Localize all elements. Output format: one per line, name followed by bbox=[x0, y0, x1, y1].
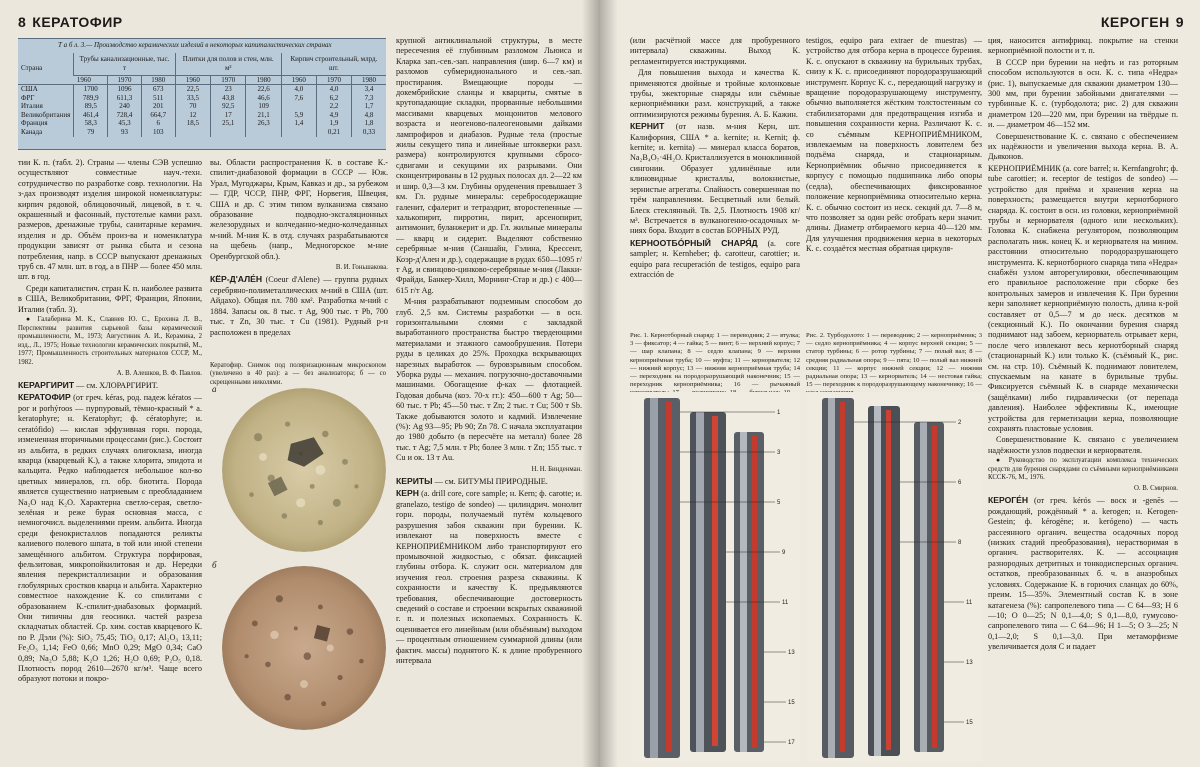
table-value-cell: 58,3 bbox=[74, 119, 108, 128]
table-year-row bbox=[18, 75, 386, 85]
table-value-cell: 45,3 bbox=[108, 119, 142, 128]
left-gutter-shadow bbox=[582, 0, 600, 767]
table-value-cell: 5,9 bbox=[281, 111, 316, 120]
table-year-header: 1970 bbox=[316, 75, 351, 85]
table-value-cell: 70 bbox=[175, 102, 210, 111]
svg-text:13: 13 bbox=[788, 650, 795, 656]
svg-text:1: 1 bbox=[777, 410, 781, 416]
right-running-title: КЕРОГЕН bbox=[1100, 14, 1170, 30]
paragraph: testigos, equipo para extraer de muestras) — устройство для отбора керна в процессе бурения. К. с. опускают в скважину на бурильных трубах, снизу к К. с. присоединяют породоразрушающий инструмент. Корпус К. с., передающий нагрузку и вращение породоразрушающему инструменту, обычно выполняется жёстким толстостенным со стабилизаторами для предотвращения изгиба и повышения сохранности керна. Различают К. с. со съёмным КЕРНОПРИЁМНИКОМ, извлекаемым на поверхность ловителем без подъёма снаряда, и стационарным. Керноприёмник обычно присоединяется к корпусу с помощью подшипника либо опоры (седла), обеспечивающих фиксированное положение керноприёмника относительно керна. К. с. обычно состоит из неск. секций дл. 7—8 м, что позволяет за один рейс отобрать керн значит. длины. Диаметр отбираемого керна 40—120 мм. Для улучшения продвижения керна в некоторых К. с. создаётся местная обратная циркуля- bbox=[806, 36, 982, 254]
paragraph: Среди капиталистич. стран К. п. наиболее развита в США, Великобритании, ФРГ, Франции, Японии, Италии (табл. 3). bbox=[18, 283, 202, 314]
table-country-cell: США bbox=[21, 85, 38, 94]
entry-kerity: КЕРИТЫ — см. БИТУМЫ ПРИРОДНЫЕ. bbox=[396, 476, 548, 487]
table-value-cell: 21,1 bbox=[246, 111, 281, 120]
table-year-header: 1970 bbox=[108, 75, 142, 85]
table-year-header: 1980 bbox=[141, 75, 175, 85]
left-page-number: 8 bbox=[18, 14, 27, 30]
table-value-cell: 79 bbox=[74, 128, 108, 137]
table-value-cell: 201 bbox=[141, 102, 175, 111]
table-row bbox=[18, 128, 386, 137]
references: ● Руководство по эксплуатации комплекса технических средств для бурения снарядами со съёмными керноприёмниками КССК-76, М., 1976. bbox=[988, 457, 1178, 482]
right-gutter-shadow bbox=[600, 0, 618, 767]
table-country-cell: Франция bbox=[21, 119, 48, 128]
entry-kern: КЕРН (а. drill core, core sample; н. Kern; ф. carotte; и. granelazo, testigo de sondeo) — цилиндрич. монолит горн. породы, получаемый путём кольцевого разрушения забоя скважин при бурении. К. извлекают на поверхность вместе с КЕРНОПРИЁМНИКОМ либо транспортируют его промывочной жидкостью, с обязат. фиксацией глубины отбора. К. служит осн. материалом для изучения геол. строения разреза скважины. К сохранности и качеству К. предъявляются требования, обеспечивающие достоверность сведений о составе и строении вскрытых скважиной г. п. и полезных ископаемых. Сохранность К. оценивается его линейным (или объёмным) выходом — процентным отношением суммарной длины (или фактич. массы) поднятого К. к длине пробуренного интервала bbox=[396, 488, 582, 665]
table-value-cell: 22,5 bbox=[175, 85, 210, 94]
table-row bbox=[18, 119, 386, 128]
table-value-cell bbox=[281, 102, 316, 111]
table-value-cell: 43,8 bbox=[211, 94, 246, 103]
table-value-cell: 46,6 bbox=[246, 94, 281, 103]
svg-text:3: 3 bbox=[777, 450, 781, 456]
table-row bbox=[18, 111, 386, 120]
table-header-country: Страна bbox=[18, 53, 74, 85]
table-value-cell: 611,3 bbox=[108, 94, 142, 103]
entry-kernit: КЕРНИТ (от назв. м-ния Керн, шт. Калифорния, США * а. kernite; н. Kernit; ф. kernite; и. kernita) — минерал класса боратов, Na₂B₄O₇·4H₂O. Кристаллизуется в моноклинной сингонии. Образует удлинённые или клиновидные кристаллы, волокнистые, зернистые агрегаты. Спайность совершенная по трём направлениям. Бесцветный или белый. Блеск стеклянный. Тв. 2,5. Плотность 1908 кг/м³. Встречается в вулканогенно-осадочных м-ниях бора. Входит в состав БОРНЫХ РУД. bbox=[630, 121, 800, 236]
table-value-cell: 92,5 bbox=[211, 102, 246, 111]
turbodrill-drawing bbox=[806, 392, 982, 762]
paragraph: вы. Области распространения К. в составе К.-спилит-диабазовой формации в СССР — Юж. Урал, Мугоджары, Крым, Кавказ и др., за рубежом — ГДР, ЧССР, ПНР, ФРГ, Норвегия, Швеция, США и др. С этим типом вулканизма связано образование подводно-эксгаляционных железорудных и колчеданно-медно-колчеданных м-ний. М-ния К. в отд. случаях разрабатываются на щебень (напр., Медногорское м-ние Оренбургской обл.). bbox=[210, 158, 388, 261]
left-column-2 bbox=[210, 158, 388, 358]
table-value-cell: 728,4 bbox=[108, 111, 142, 120]
table-value-cell: 1,4 bbox=[281, 119, 316, 128]
table-value-cell: 2,2 bbox=[316, 102, 351, 111]
table-value-cell: 240 bbox=[108, 102, 142, 111]
figure-2-turbodrill bbox=[806, 392, 982, 762]
right-page-number: 9 bbox=[1175, 14, 1184, 30]
table-value-cell: 4,0 bbox=[281, 85, 316, 94]
table-value-cell: 25,1 bbox=[211, 119, 246, 128]
table-value-cell: 26,3 bbox=[246, 119, 281, 128]
right-column-1 bbox=[630, 36, 800, 328]
figure-2-caption: Рис. 2. Турбодолото: 1 — переводник; 2 — керноприёмник; 3 — седло керноприёмника; 4 — корпус верхней секции; 5 — статор турбины; 6 — ротор турбины; 7 — полый вал; 8 — средняя радиальная опора; 9 — пята; 10 — полый вал нижней секции; 11 — корпус нижней секции; 12 — нижняя радиальная опора; 13 — кернорватель; 14 — нестовая гайка; 15 — переходник к породоразрушающему наконечнику; 16 — bbox=[806, 332, 982, 389]
table-caption: Т а б л. 3.— Производство керамических изделий в некоторых капиталистических странах bbox=[58, 41, 332, 49]
micrograph-b-image bbox=[222, 566, 386, 730]
right-column-2 bbox=[806, 36, 982, 328]
table-value-cell: 673 bbox=[141, 85, 175, 94]
references: ● Галаберина М. К., Славнев Ю. С., Ерохина Л. В., Перспективы развития сырьевой базы керамической промышленности, М., 1973; Августиник А. И., Керамика, 2 изд., Л., 1975; Новые технологии керамических покрытий, М., 1977; Промышленность строительных материалов СССР, М., 1982. bbox=[18, 316, 202, 367]
figure-label-a: а bbox=[212, 384, 217, 394]
entry-kerdalen: КЁР-Д'АЛЕ́Н (Coeur d'Alene) — группа рудных серебряно-полиметаллических м-ний в США (шт. Айдахо). Общая пл. 780 км². Разработка м-ний с 1884. Запасы ок. 8 тыс. т Ag, 900 тыс. т Pb, 700 тыс. т Zn, 30 тыс. т Cu (1981). Рудный р-н расположен в пределах bbox=[210, 274, 388, 337]
paragraph: тии К. п. (табл. 2). Страны — члены СЭВ успешно осуществляют совместные науч.-техн. сотрудничество по разработке совр. технологии. На з-дах производят изделия широкой номенклатуры: кирпич рядовой, облицовочный, лицевой, в т. ч. окрашенный и фасонный, пустотелые камни разл. размеров, дренажные трубы, санитарные керамич. изделия и др. Объём произ-ва и номенклатура продукции зависят от рынка сбыта и сезона потребления, напр. в СССР выпускают дренажных труб св. 47 млн. шт. в год, а в ПНР — более 450 млн. шт. в год. bbox=[18, 158, 202, 282]
figure-1-caption: Рис. 1. Кернотборный снаряд: 1 — переводник; 2 — втулка; 3 — фиксатор; 4 — гайка; 5 — винт; 6 — верхний корпус; 7 — шар клапана; 8 — седло клапана; 9 — верхняя керноприёмная труба; 10 — муфта; 11 — кернорвателя; 12 — нижний корпус; 13 — нижняя керноприёмная труба; 14 — переходник на породоразрушающий наконечник; 15 — переходник керноприёмника; 16 — рычажный bbox=[630, 332, 800, 389]
left-running-head bbox=[18, 14, 123, 30]
table-value-cell bbox=[281, 128, 316, 137]
svg-text:15: 15 bbox=[966, 720, 973, 726]
table-row bbox=[18, 85, 386, 94]
table-value-cell: 0,33 bbox=[352, 128, 386, 137]
table-value-cell: 12 bbox=[175, 111, 210, 120]
right-page bbox=[600, 0, 1200, 767]
table-value-cell bbox=[246, 128, 281, 137]
figure-1-core-sampler bbox=[630, 392, 800, 762]
paragraph: ция, наносится антифрикц. покрытие на стенки керноприёмной полости и т. п. bbox=[988, 36, 1178, 56]
table-year-header: 1960 bbox=[74, 75, 108, 85]
table-year-header: 1970 bbox=[211, 75, 246, 85]
table-country-cell: Великобритания bbox=[21, 110, 71, 119]
paragraph: В СССР при бурении на нефть и газ роторным способом используются в осн. К. с. типа «Недра» (рис. 1), выпускаемые для скважин диаметром 130—300 мм, при бурении забойными двигателями — турбинные К. с. (турбодолота; рис. 2) для скважин диаметром 120—220 мм, при бурении на твёрдые п. и. — диаметром 46—152 мм. bbox=[988, 57, 1178, 130]
right-column-3 bbox=[988, 36, 1178, 763]
table-value-cell: 103 bbox=[141, 128, 175, 137]
article-author: А. В. Алешков, В. Ф. Павлов. bbox=[116, 369, 202, 377]
paragraph: Совершенствование К. с. связано с обеспечением их надёжности и увеличения выхода керна. В. А. Дьяконов. bbox=[988, 131, 1178, 162]
left-running-title: КЕРАТОФИР bbox=[32, 14, 123, 30]
micrograph-b-drawing bbox=[222, 566, 386, 730]
entry-kerargirit: КЕРАРГИРИТ — см. ХЛОРАРГИРИТ. bbox=[18, 380, 158, 391]
svg-text:13: 13 bbox=[966, 660, 973, 666]
table-country-cell: Канада bbox=[21, 128, 43, 137]
svg-text:11: 11 bbox=[966, 600, 973, 606]
production-table bbox=[18, 38, 386, 150]
svg-text:11: 11 bbox=[782, 600, 789, 606]
left-column-3 bbox=[396, 36, 582, 763]
table-group-pipes: Трубы канализационные, тыс. т bbox=[74, 53, 175, 75]
paragraph: Для повышения выхода и качества К. применяются двойные и тройные колонковые трубы, эжекторные снаряды или съёмные керноприёмники разл. конструкций, а также оптимизируются режимы бурения. А. Б. Кажин. bbox=[630, 68, 800, 119]
table-value-cell bbox=[211, 128, 246, 137]
table-value-cell: 789,9 bbox=[74, 94, 108, 103]
table-row bbox=[18, 94, 386, 103]
svg-text:8: 8 bbox=[958, 540, 962, 546]
table-year-header: 1960 bbox=[281, 75, 316, 85]
table-row bbox=[18, 102, 386, 111]
table-value-cell: 3,4 bbox=[352, 85, 386, 94]
table-value-cell: 511 bbox=[141, 94, 175, 103]
entry-kerogen: КЕРОГЕ́Н (от греч. kérós — воск и -genēs — рождающий, рождённый * а. kerogen; н. Kerogen-Gestein; ф. kérogène; и. kerógeno) — часть рассеянного органич. вещества осадочных пород (низких стадий преобразования), нерастворимая в органич. растворителях. К. — ассоциация разнородных детритных и тонкодисперсных органич. остатков, преобразованных б. ч. в анаэробных условиях. Содержание К. в горючих сланцах до 60%, преим. 15—35%. Элементный состав К. в зоне катагенеза (%): сапропелевого типа — С 64—93; Н 6—10; О 0—25; N 0,1—4,0; S 0,1—8,0, гумусово-сапропелевого типа — С 64—96; Н 1—5; О 3—25; N 0,1—2,0; S 0,1—3,0. При метаморфизме увеличивается доля С и падает bbox=[988, 495, 1178, 652]
svg-text:9: 9 bbox=[782, 550, 786, 556]
table-value-cell: 1,8 bbox=[352, 119, 386, 128]
article-author: Н. Н. Бинденман. bbox=[531, 465, 582, 473]
table-group-bricks: Кирпич строительный, млрд. шт. bbox=[281, 53, 386, 75]
table-body bbox=[18, 85, 386, 137]
core-sampler-drawing bbox=[630, 392, 800, 762]
table-value-cell: 89,5 bbox=[74, 102, 108, 111]
table-value-cell: 1,7 bbox=[352, 102, 386, 111]
table-value-cell: 7,6 bbox=[281, 94, 316, 103]
table-value-cell: 664,7 bbox=[141, 111, 175, 120]
table-grid bbox=[18, 53, 386, 137]
svg-text:17: 17 bbox=[788, 740, 795, 746]
table-value-cell: 33,5 bbox=[175, 94, 210, 103]
table-year-header: 1960 bbox=[175, 75, 210, 85]
table-group-tiles: Плитки для полов и стен, млн. м² bbox=[175, 53, 281, 75]
paragraph: крупной антиклинальной структуры, в месте пересечения её глубинным разломом Льюиса и Кларка зап.-сев.-зап. направления (шир. 6—7 км) и разломов субмеридионального и сев.-зап. простирания. Вмещающие породы — докембрийские сланцы и кварциты, смятые в крутопадающие складки, прорванные небольшими массивами кварцевых монцонитов мелового возраста и неогеново-палеогеновыми дайками лампрофиров и диабазов. Рудные тела (простые жилы секущего типа и линейные штокверки разл. размера) контролируются крупными сбросо-сдвигами и секущими их разрывами. Они сконцентрированы в 12 рудных полосах дл. 2—22 км и шир. 0,3—3 км. Глубины оруденения превышает 3 км. Гл. рудные минералы: серебросодержащие галенит, сфалерит и тетраэдрит, второстепенные — халькопирит, пирротин, пирит, арсенопирит, антимонит, буланжерит и др. Гл. жильные минералы — кварц и сидерит. Выделяют собственно серебряные м-ния (Саншайн, Гэлина, Крессент, Коэр-д'Ален и др.), содержащие в рудах 650—1095 г/т Ag, и свинцово-цинково-серебряные м-ния (Лакки-Фрайди, Банкер-Хилл, Морнинг-Стар и др.) с 400—615 г/т Ag. bbox=[396, 36, 582, 295]
table-year-header: 1980 bbox=[352, 75, 386, 85]
entry-kernopriemnik: КЕРНОПРИЁМНИК (а. core barrel; н. Kernfangrohr; ф. tube carottier; и. receptor de testigos de sondeo) — устройство для приёма и хранения керна на поверхность; размещается внутри кернотборного снаряда. К. состоит в осн. из головки, керноприёмной трубы и кернорвателя (одного или нескольких). Головка К. снабжена регулятором, позволяющим располагать ниж. конец К. и кернорвателя на миним. расстоянии относительно породоразрушающего инструмента. К. кернотборного снаряда типа «Недра» снабжён узлом авторегулировки, обеспечивающим его правильное расположение при сборке без контрольных замеров и извлечения К. При бурении керн заполняет керноприёмную полость, длина к-рой составляет от 0,5—7 м до неск. десятков м (секционный К.). По окончании бурения снаряд поднимают над забоем, кернорватель отрывает керн, после чего извлекают весь кернотборный снаряд (стационарный К.) или только К. (съёмный К., рис. см. на стр. 10). Съёмный К. поднимают ловителем, спускаемым на канате в бурильные трубы. Фиксируется съёмный К. в снаряде механически (защёлками) либо гидравлически (от перепада давления). Наиболее эффективны К., имеющие устройства для герметизации керна, позволяющие сохранять пластовые условия. bbox=[988, 163, 1178, 434]
table-country-cell: Италия bbox=[21, 102, 43, 111]
micrograph-a-image bbox=[222, 388, 386, 552]
table-value-cell: 1096 bbox=[108, 85, 142, 94]
table-value-cell: 18,5 bbox=[175, 119, 210, 128]
table-value-cell: 4,0 bbox=[316, 85, 351, 94]
table-value-cell bbox=[175, 128, 210, 137]
table-value-cell: 6,2 bbox=[316, 94, 351, 103]
svg-text:5: 5 bbox=[777, 500, 781, 506]
paragraph: Совершенствование К. связано с увеличением надёжности узлов подвески и кернорвателя. bbox=[988, 435, 1178, 455]
table-value-cell: 109 bbox=[246, 102, 281, 111]
table-value-cell: 0,21 bbox=[316, 128, 351, 137]
article-author: О. В. Смирнов. bbox=[1133, 485, 1178, 493]
figure-label-b: б bbox=[212, 560, 217, 570]
table-value-cell: 1700 bbox=[74, 85, 108, 94]
table-value-cell: 4,8 bbox=[352, 111, 386, 120]
svg-text:2: 2 bbox=[958, 420, 962, 426]
table-value-cell: 4,9 bbox=[316, 111, 351, 120]
paragraph: М-ния разрабатывают подземным способом до глуб. 2,5 км. Системы разработки — в осн. горизонтальными слоями с закладкой выработанного пространства быстро твердеющими материалами и этажного самообрушения. Потери руды в целиках до 25%. Проходка вскрывающих нарезных выработок — буровзрывным способом. Уборка руды — механич. погрузочно-доставочными машинами. Обогащение ф-ках — флотацией. Годовая добыча (коэ. 70-х гг.): 450—600 т Ag; 50—60 тыс. т Pb; 45—50 тыс. т Zn; 2 тыс. т Cu; 500 т Sb. Также добываются золото и кадмий. Извлечение (%): Ag 93—95; Pb 90; Zn 78. С начала эксплуатации до 1980 добыто (в пересчёте на металл) более 28 тыс. т Ag; 7,5 млн. т Pb; более 3 млн. т Zn; 155 тыс. т Cu и ок. 13 т Au. bbox=[396, 297, 582, 463]
svg-text:6: 6 bbox=[958, 480, 962, 486]
left-column-1 bbox=[18, 158, 202, 763]
article-author: В. И. Гоньшакова. bbox=[335, 264, 388, 272]
table-value-cell: 22,6 bbox=[246, 85, 281, 94]
keratofir-figure-caption: Кератофир. Снимок под поляризационным микроскопом (увеличено в 40 раз): а — без анализатора; б — со скрещенными николями. bbox=[210, 362, 386, 386]
table-value-cell: 6 bbox=[141, 119, 175, 128]
table-value-cell: 461,4 bbox=[74, 111, 108, 120]
table-year-header: 1980 bbox=[246, 75, 281, 85]
table-value-cell: 17 bbox=[211, 111, 246, 120]
table-country-cell: ФРГ bbox=[21, 93, 35, 102]
table-value-cell: 23 bbox=[211, 85, 246, 94]
table-value-cell: 1,9 bbox=[316, 119, 351, 128]
svg-text:15: 15 bbox=[788, 700, 795, 706]
paragraph: (или расчётной массе для пробуренного интервала) скважины. Выход К. регламентируется инструкциями. bbox=[630, 36, 800, 66]
micrograph-a-drawing bbox=[222, 388, 386, 552]
table-value-cell: 7,3 bbox=[352, 94, 386, 103]
entry-keratofir: КЕРАТОФИР (от греч. kéras, род. падеж kératos — рог и porhýroos — пурпуровый, тёмно-красный * а. keratophyre; н. Keratophyr; ф. cératophyre; и. ceratófido) — кислая эффузивная горн. порода, измененная вторичными процессами (рис.). Состоит из альбита, в редких случаях олигоклаза, иногда кварца (кварцевый К.), а также хлорита, эпидота и кальцита. Редко наблюдается небольшое кол-во цветных минералов, гл. обр. биотита. Порода является существенно натриевым с преобладанием Na₂O над K₂O. Характерна светло-серая, светло-зелёная и реже бурая основная масса, с немногочисл. выделениями преим. альбита. Иногда среди фенокристаллов попадаются реликты калиевого полевого шпата, в той или иной степени замещённого альбитом. Структура порфировая, фельзитовая, микропойкилитовая и др. Нередки явления перекристаллизации и образования глобулярных сростков кварца и альбита. Характерно совместное нахождение К. со спилитами с образованием К.-спилит-диабазовых формаций. Они типичны для геосинкл. частей разреза складчатых областей. Ср. хим. состав кварцевого К. по Р. Дэли (%): SiO₂ 75,45; TiO₂ 0,17; Al₂O₃ 13,11; Fe₂O₃ 1,14; FeO 0,66; MnO 0,29; MgO 0,34; CaO 0,89; Na₂O 5,88; K₂O 1,26; H₂O 0,69; P₂O₅ 0,18. Плотность пород 2610—2670 кг/м³. Чаще всего образуют потоки и покро- bbox=[18, 392, 202, 684]
table-value-cell: 93 bbox=[108, 128, 142, 137]
right-running-head bbox=[1101, 14, 1184, 30]
entry-kernootborny-snaryad: КЕРНООТБО́РНЫЙ СНАРЯ́Д (а. core sampler; н. Kernheber; ф. carotteur, carottier; и. equipo para recuperación de testigos, equipo para extracción de bbox=[630, 237, 800, 279]
